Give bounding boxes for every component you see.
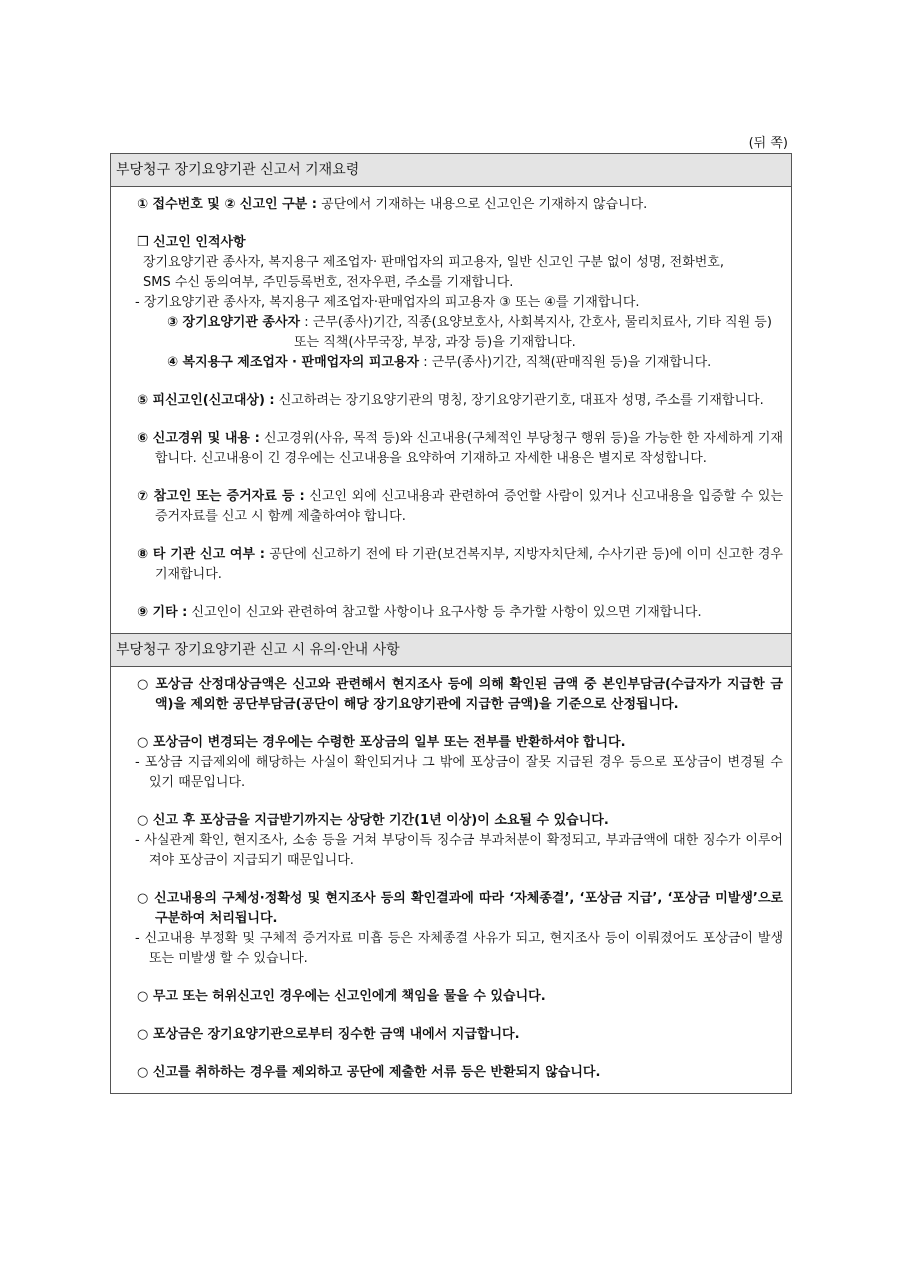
item-1-2-label: ① 접수번호 및 ② 신고인 구분 : — [137, 197, 317, 212]
notice-5-text: ○ 무고 또는 허위신고인 경우에는 신고인에게 책임을 물을 수 있습니다. — [137, 989, 546, 1004]
item-8-text: 공단에 신고하기 전에 타 기관(보건복지부, 지방자치단체, 수사기관 등)에 이미 신고한 경우 기재합니다. — [155, 547, 783, 582]
item-5 — [123, 391, 783, 411]
item-1-2 — [123, 195, 783, 215]
notice-5 — [123, 987, 783, 1007]
item-7 — [123, 487, 783, 527]
page-side-label: (뒤 쪽) — [748, 136, 788, 151]
item-9-text: 신고인이 신고와 관련하여 참고할 사항이나 요구사항 등 추가할 사항이 있으면 기재합니다. — [187, 605, 702, 620]
notice-2 — [123, 733, 783, 793]
notice-4-dash: - 신고내용 부정확 및 구체적 증거자료 미흡 등은 자체종결 사유가 되고, 현지조사 등이 이뤄졌어도 포상금이 발생 또는 미발생 할 수 있습니다. — [135, 931, 783, 966]
section1-title: 부당청구 장기요양기관 신고서 기재요령 — [111, 154, 791, 187]
item-4-text: : 근무(종사)기간, 직책(판매직원 등)을 기재합니다. — [419, 355, 712, 370]
item-3-label: ③ 장기요양기관 종사자 — [167, 315, 301, 330]
item-6 — [123, 429, 783, 469]
notice-3 — [123, 811, 783, 871]
item-7-label: ⑦ 참고인 또는 증거자료 등 : — [137, 489, 305, 504]
notice-7 — [123, 1063, 783, 1083]
item-4-label: ④ 복지용구 제조업자 · 판매업자의 피고용자 — [167, 355, 420, 370]
notice-1 — [123, 675, 783, 715]
item-6-text: 신고경위(사유, 목적 등)와 신고내용(구체적인 부당청구 행위 등)을 가능한 한 자세하게 기재합니다. 신고내용이 긴 경우에는 신고내용을 요약하여 기재하고 자세한 내용은 별지로 작성합니다. — [155, 431, 784, 466]
item-9-label: ⑨ 기타 : — [137, 605, 188, 620]
item-3-text: : 근무(종사)기간, 직종(요양보호사, 사회복지사, 간호사, 물리치료사, 기타 직원 등) 또는 직책(사무국장, 부장, 과장 등)을 기재합니다. — [294, 315, 772, 350]
notice-4-text: ○ 신고내용의 구체성·정확성 및 현지조사 등의 확인결과에 따라 ‘자체종결’, ‘포상금 지급’, ‘포상금 미발생’으로 구분하여 처리됩니다. — [137, 891, 783, 926]
item-8 — [123, 545, 783, 585]
item-1-2-text: 공단에서 기재하는 내용으로 신고인은 기재하지 않습니다. — [316, 197, 648, 212]
guide-frame — [110, 153, 792, 1094]
item-8-label: ⑧ 타 기관 신고 여부 : — [137, 547, 265, 562]
reporter-dash: - 장기요양기관 종사자, 복지용구 제조업자·판매업자의 피고용자 ③ 또는 ④를 기재합니다. — [135, 295, 640, 310]
item-5-label: ⑤ 피신고인(신고대상) : — [137, 393, 275, 408]
item-7-text: 신고인 외에 신고내용과 관련하여 증언할 사람이 있거나 신고내용을 입증할 수 있는 증거자료를 신고 시 함께 제출하여야 합니다. — [155, 489, 783, 524]
reporter-heading: ❒ 신고인 인적사항 — [137, 235, 246, 250]
item-9 — [123, 603, 783, 623]
notice-3-dash: - 사실관계 확인, 현지조사, 소송 등을 거쳐 부당이득 징수금 부과처분이 확정되고, 부과금액에 대한 징수가 이루어져야 포상금이 지급되기 때문입니다. — [135, 833, 783, 868]
section1-body — [111, 187, 791, 633]
item-6-label: ⑥ 신고경위 및 내용 : — [137, 431, 260, 446]
notice-3-text: ○ 신고 후 포상금을 지급받기까지는 상당한 기간(1년 이상)이 소요될 수 있습니다. — [137, 813, 609, 828]
reporter-line2: SMS 수신 동의여부, 주민등록번호, 전자우편, 주소를 기재합니다. — [143, 275, 514, 290]
item-5-text: 신고하려는 장기요양기관의 명칭, 장기요양기관기호, 대표자 성명, 주소를 기재합니다. — [274, 393, 764, 408]
notice-2-dash: - 포상금 지급제외에 해당하는 사실이 확인되거나 그 밖에 포상금이 잘못 지급된 경우 등으로 포상금이 변경될 수 있기 때문입니다. — [135, 755, 783, 790]
reporter-info — [123, 233, 783, 373]
notice-7-text: ○ 신고를 취하하는 경우를 제외하고 공단에 제출한 서류 등은 반환되지 않습니다. — [137, 1065, 601, 1080]
notice-1-text: ○ 포상금 산정대상금액은 신고와 관련해서 현지조사 등에 의해 확인된 금액 중 본인부담금(수급자가 지급한 금액)을 제외한 공단부담금(공단이 해당 장기요양기관에 지급한 금액)을 기준으로 산정됩니다. — [137, 677, 783, 712]
section2-title: 부당청구 장기요양기관 신고 시 유의·안내 사항 — [111, 633, 791, 667]
reporter-line1: 장기요양기관 종사자, 복지용구 제조업자· 판매업자의 피고용자, 일반 신고인 구분 없이 성명, 전화번호, — [143, 255, 724, 270]
notice-6-text: ○ 포상금은 장기요양기관으로부터 징수한 금액 내에서 지급합니다. — [137, 1027, 520, 1042]
notice-6 — [123, 1025, 783, 1045]
section2-body — [111, 667, 791, 1093]
notice-2-text: ○ 포상금이 변경되는 경우에는 수령한 포상금의 일부 또는 전부를 반환하셔야 합니다. — [137, 735, 626, 750]
notice-4 — [123, 889, 783, 969]
